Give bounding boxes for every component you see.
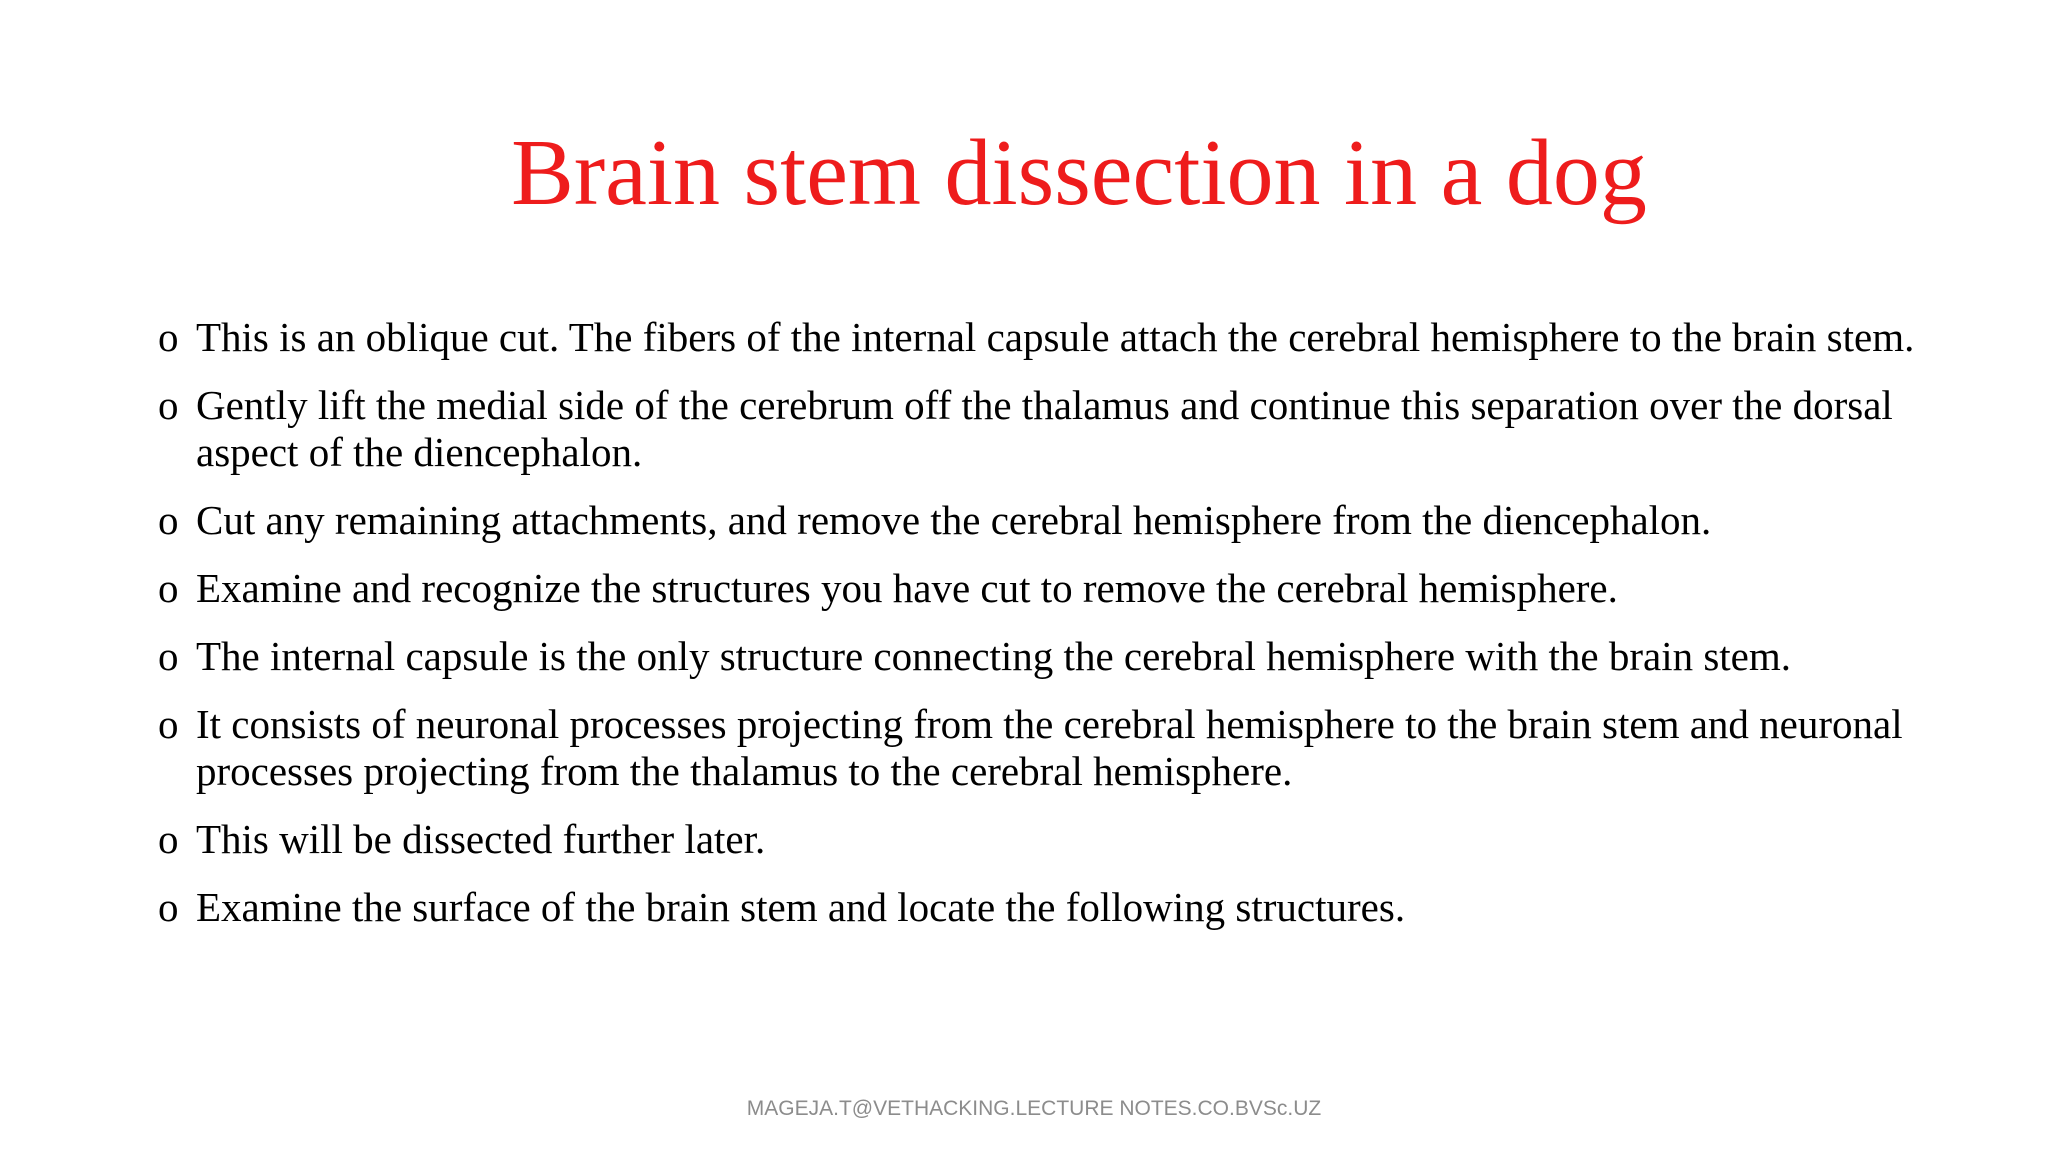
bullet-marker: o bbox=[158, 884, 179, 930]
bullet-item bbox=[158, 565, 1938, 612]
bullet-text: The internal capsule is the only structure connecting the cerebral hemisphere with the brain stem. bbox=[196, 633, 1792, 679]
bullet-marker: o bbox=[158, 497, 179, 543]
bullet-text: Examine and recognize the structures you have cut to remove the cerebral hemisphere. bbox=[196, 565, 1618, 611]
bullet-item bbox=[158, 816, 1938, 863]
bullet-marker: o bbox=[158, 314, 179, 360]
bullet-item bbox=[158, 633, 1938, 680]
bullet-text: Examine the surface of the brain stem and locate the following structures. bbox=[196, 884, 1406, 930]
bullet-marker: o bbox=[158, 701, 179, 747]
bullet-text: Cut any remaining attachments, and remove the cerebral hemisphere from the diencephalon. bbox=[196, 497, 1712, 543]
bullet-marker: o bbox=[158, 382, 179, 428]
bullet-marker: o bbox=[158, 633, 179, 679]
bullet-marker: o bbox=[158, 565, 179, 611]
bullet-text: This will be dissected further later. bbox=[196, 816, 766, 862]
bullet-marker: o bbox=[158, 816, 179, 862]
bullet-text: This is an oblique cut. The fibers of the internal capsule attach the cerebral hemisphere to the brain stem. bbox=[196, 314, 1915, 360]
bullet-text: It consists of neuronal processes projecting from the cerebral hemisphere to the brain stem and neuronal processes projecting from the thalamus to the cerebral hemisphere. bbox=[196, 701, 1903, 794]
bullet-item bbox=[158, 884, 1938, 931]
bullet-item bbox=[158, 382, 1938, 476]
slide-footer: MAGEJA.T@VETHACKING.LECTURE NOTES.CO.BVSc.UZ bbox=[746, 1097, 1322, 1120]
bullet-list bbox=[158, 314, 1938, 952]
bullet-item bbox=[158, 497, 1938, 544]
bullet-text: Gently lift the medial side of the cerebrum off the thalamus and continue this separation over the dorsal aspect of the diencephalon. bbox=[196, 382, 1893, 475]
bullet-item bbox=[158, 701, 1938, 795]
slide-title: Brain stem dissection in a dog bbox=[511, 121, 1647, 225]
bullet-item bbox=[158, 314, 1938, 361]
